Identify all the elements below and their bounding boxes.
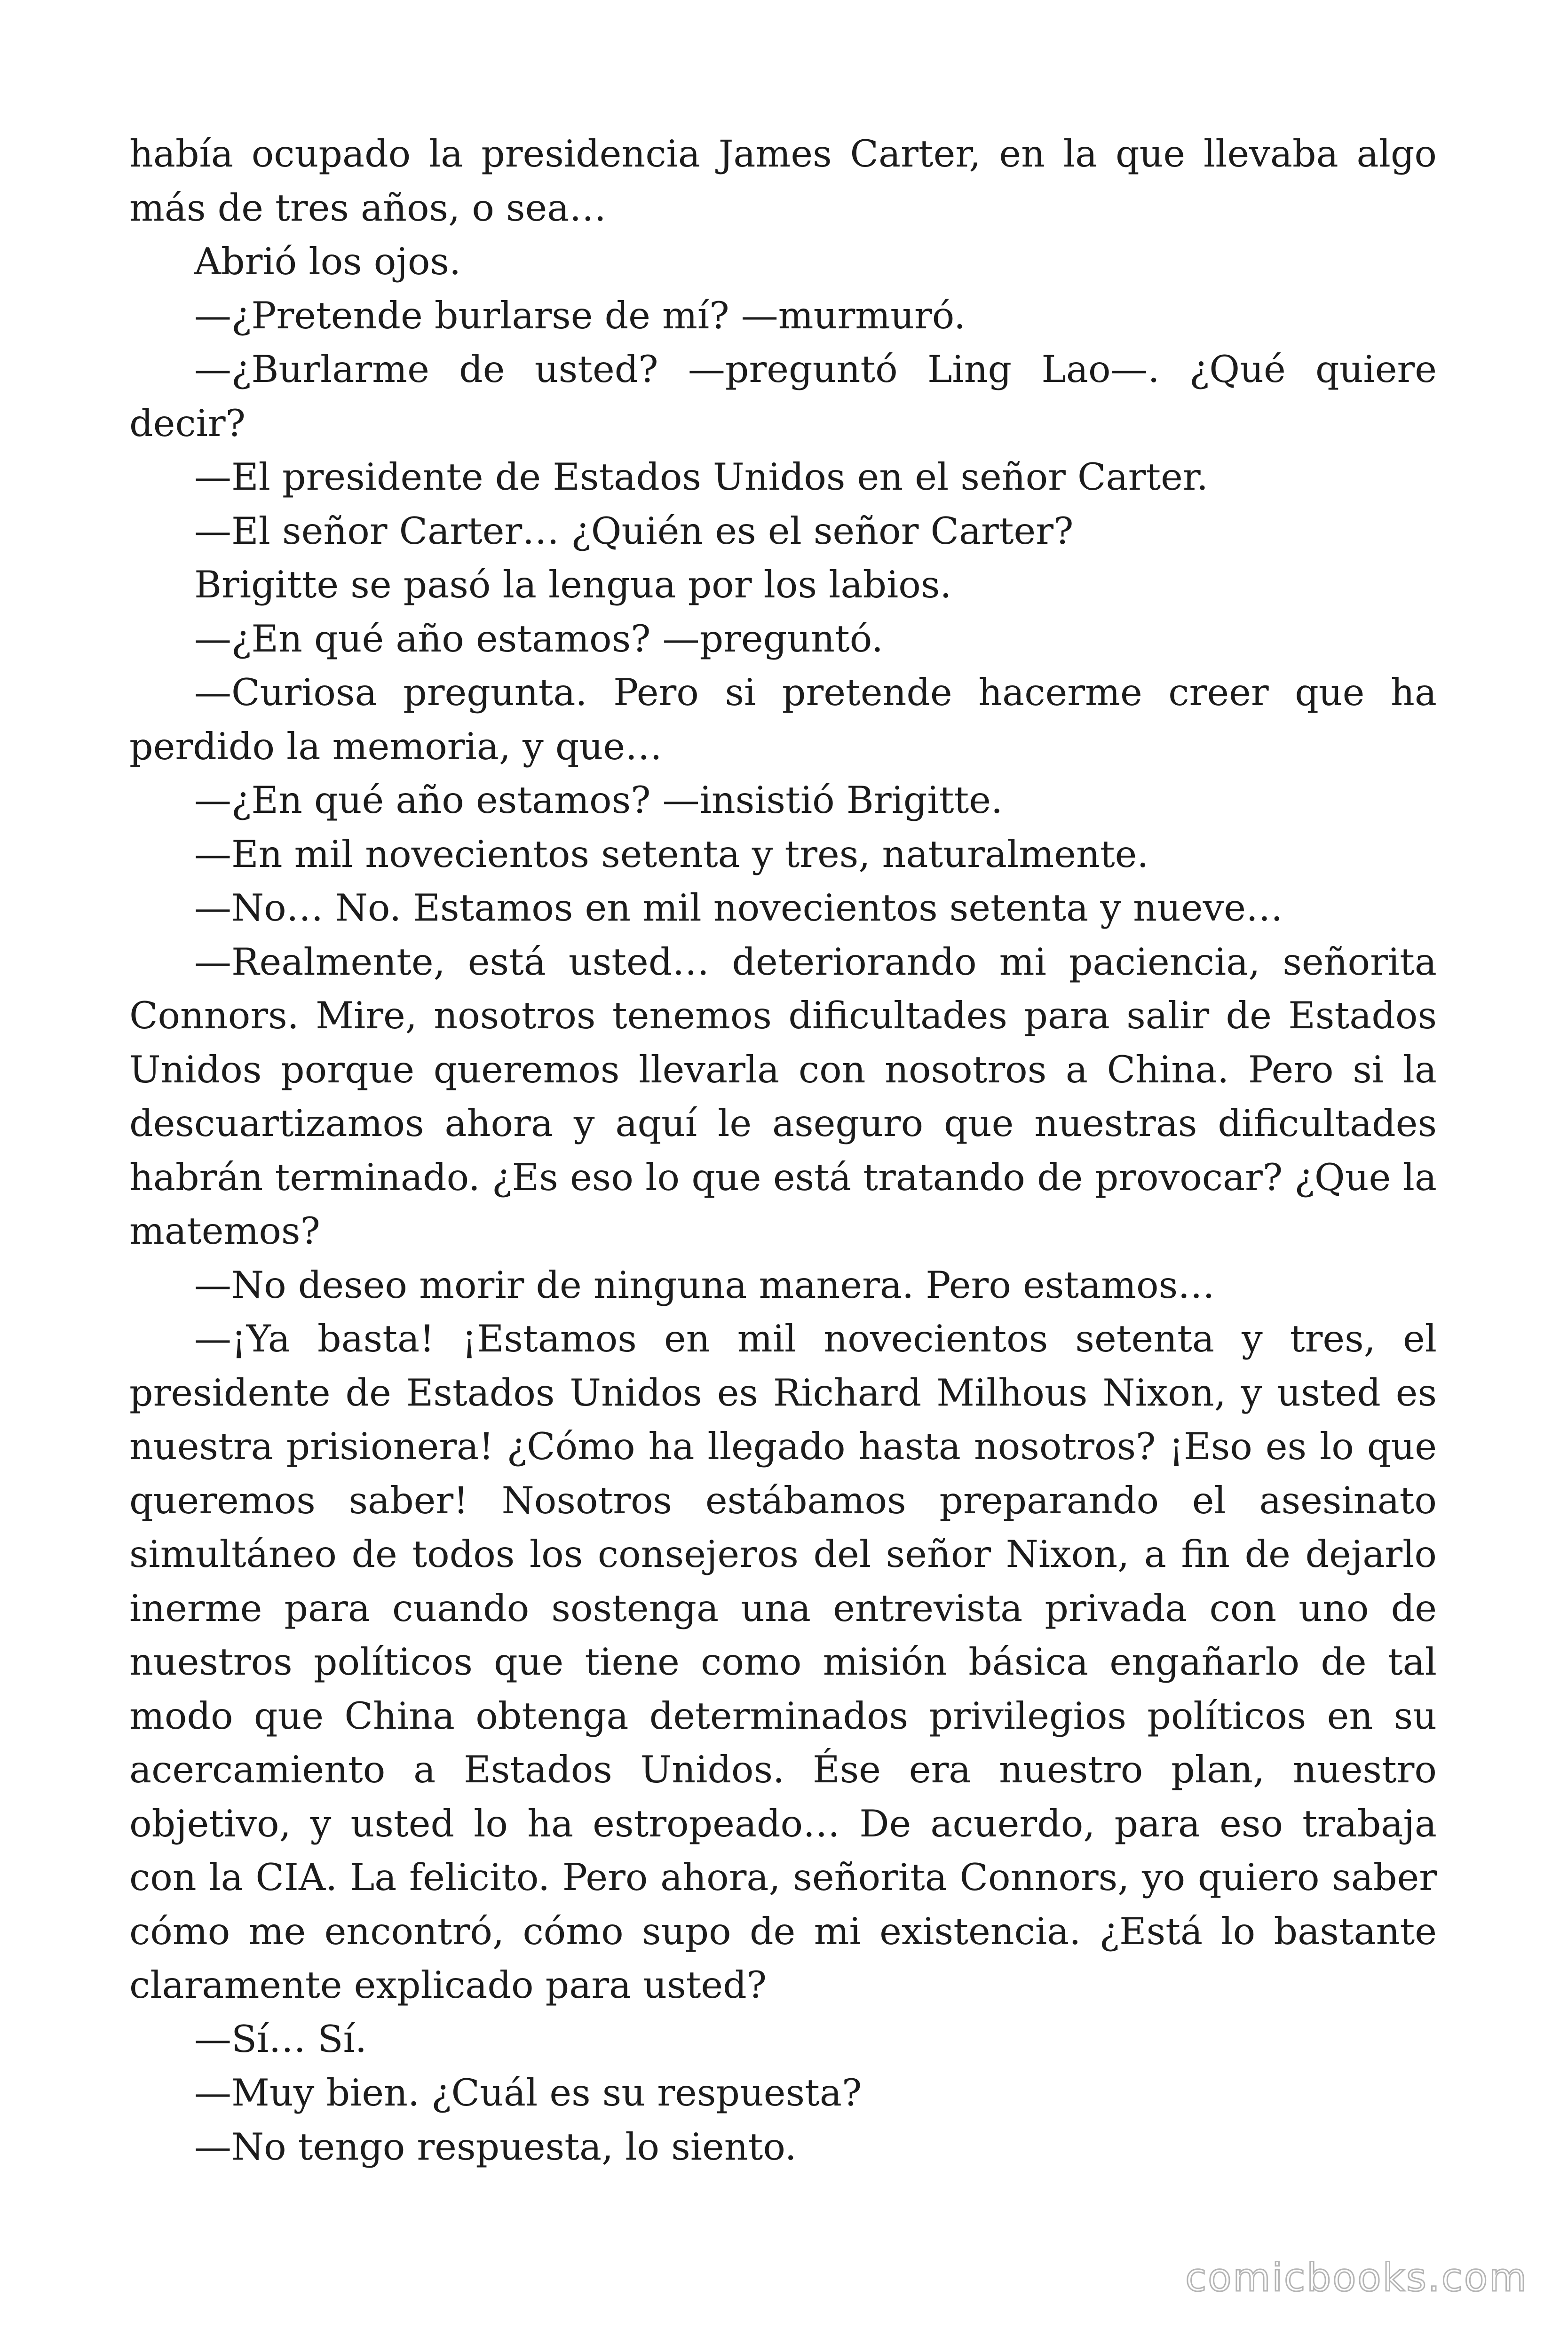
- paragraph: —No tengo respuesta, lo siento.: [194, 2125, 797, 2169]
- paragraph: —¿En qué año estamos? —insistió Brigitte.: [194, 779, 1003, 822]
- page-body-text: [129, 127, 1437, 2174]
- paragraph: Abrió los ojos.: [194, 240, 461, 283]
- paragraph: Brigitte se pasó la lengua por los labios.: [194, 563, 952, 606]
- paragraph: —El presidente de Estados Unidos en el señor Carter.: [194, 455, 1209, 499]
- paragraph: —¿Pretende burlarse de mí? —murmuró.: [194, 294, 966, 337]
- paragraph: —No deseo morir de ninguna manera. Pero estamos…: [194, 1263, 1215, 1307]
- paragraph: —Curiosa pregunta. Pero si pretende hacerme creer que ha perdido la memoria, y que…: [129, 671, 1437, 768]
- paragraph: —¿En qué año estamos? —preguntó.: [194, 617, 884, 660]
- paragraph: —El señor Carter… ¿Quién es el señor Carter?: [194, 509, 1074, 553]
- paragraph: había ocupado la presidencia James Carter, en la que llevaba algo más de tres años, o sea…: [129, 132, 1437, 230]
- paragraph: —Sí… Sí.: [194, 2017, 367, 2061]
- paragraph: —¿Burlarme de usted? —preguntó Ling Lao—. ¿Qué quiere decir?: [129, 348, 1437, 445]
- paragraph: —Realmente, está usted… deteriorando mi paciencia, señorita Connors. Mire, nosotros tenemos dificultades para salir de Estados Unidos porque queremos llevarla con nosotros a China. Pero si la descuartizamos ahora y aquí le aseguro que nuestras dificultades habrán terminado. ¿Es eso lo que está tratando de provocar? ¿Que la matemos?: [129, 940, 1437, 1253]
- paragraph: —¡Ya basta! ¡Estamos en mil novecientos setenta y tres, el presidente de Estados Unidos es Richard Milhous Nixon, y usted es nuestra prisionera! ¿Cómo ha llegado hasta nosotros? ¡Eso es lo que queremos saber! Nosotros estábamos preparando el asesinato simultáneo de todos los consejeros del señor Nixon, a fin de dejarlo inerme para cuando sostenga una entrevista privada con uno de nuestros políticos que tiene como misión básica engañarlo de tal modo que China obtenga determinados privilegios políticos en su acercamiento a Estados Unidos. Ése era nuestro plan, nuestro objetivo, y usted lo ha estropeado… De acuerdo, para eso trabaja con la CIA. La felicito. Pero ahora, señorita Connors, yo quiero saber cómo me encontró, cómo supo de mi existencia. ¿Está lo bastante claramente explicado para usted?: [129, 1317, 1437, 2007]
- watermark: comicbooks.com: [1185, 2256, 1528, 2300]
- paragraph: —Muy bien. ¿Cuál es su respuesta?: [194, 2071, 862, 2114]
- paragraph: —En mil novecientos setenta y tres, naturalmente.: [194, 832, 1149, 876]
- paragraph: —No… No. Estamos en mil novecientos setenta y nueve…: [194, 886, 1283, 930]
